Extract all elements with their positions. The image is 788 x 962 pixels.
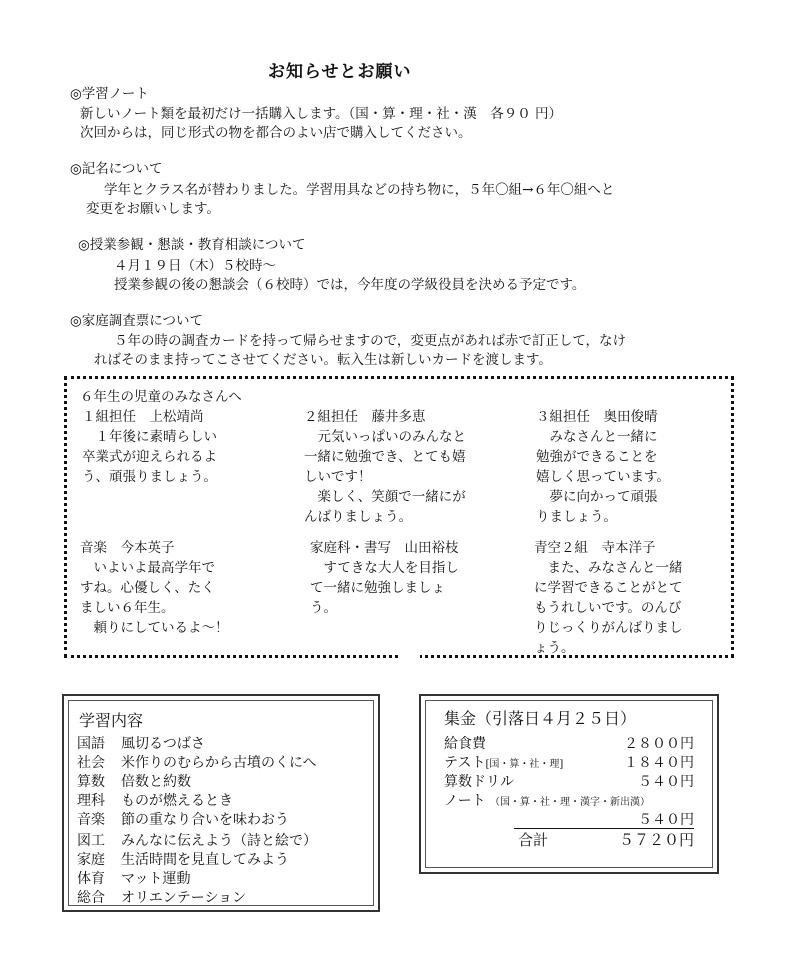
money-amount: ２８００円: [624, 736, 694, 752]
money-amount: ５４０円: [638, 774, 694, 790]
study-subject: 算数: [77, 774, 105, 790]
names-line-1: 学年とクラス名が替わりました。学習用具などの持ち物に，５年〇組→６年〇組へと: [104, 182, 615, 198]
message-6: [534, 538, 683, 658]
message-3-name: ３組担任 奥田俊晴: [536, 409, 658, 425]
message-6-name: 青空２組 寺本洋子: [534, 540, 656, 556]
money-box-inner: [425, 700, 713, 868]
study-box: [62, 694, 380, 912]
money-row: [444, 733, 694, 753]
money-label: 算数ドリル: [444, 774, 514, 790]
message-line: う。: [310, 600, 337, 616]
study-row: [77, 849, 289, 869]
message-line: 夢に向かって頑張: [536, 489, 658, 505]
money-total-row: [444, 829, 694, 850]
study-row: [77, 771, 191, 791]
study-content: 風切るつばさ: [121, 736, 205, 752]
message-line: う、頑張りましょう。: [82, 469, 217, 485]
study-row: [77, 733, 205, 753]
study-content: マット運動: [121, 871, 191, 887]
message-1-name: １組担任 上松靖尚: [82, 409, 204, 425]
message-line: りましょう。: [536, 509, 617, 525]
study-subject: 国語: [77, 736, 105, 752]
message-line: また、みなさんと一緒: [534, 560, 683, 576]
message-line: １年後に素晴らしい: [82, 429, 217, 445]
message-line: りじっくりがんばりまし: [534, 620, 683, 636]
money-note: [国・算・社・理]: [485, 759, 564, 770]
study-content: 生活時間を見直してみよう: [121, 852, 289, 868]
study-heading: 学習内容: [79, 711, 144, 730]
message-line: みなさんと一緒に: [536, 429, 658, 445]
study-content: 倍数と約数: [121, 774, 191, 790]
family-heading: ◎家庭調査票について: [70, 313, 204, 329]
study-row: [77, 809, 289, 829]
messages-heading: ６年生の児童のみなさんへ: [80, 389, 242, 405]
message-4: [80, 538, 229, 638]
message-line: もうれしいです。のんび: [534, 600, 682, 616]
money-label: ノート: [444, 793, 486, 809]
message-line: に学習できることがとて: [534, 580, 683, 596]
study-row: [77, 868, 190, 888]
study-content: 節の重なり合いを味わおう: [121, 812, 289, 828]
message-line: ょう。: [534, 640, 575, 656]
message-line: んばりましょう。: [304, 509, 412, 525]
money-amount: ５４０円: [638, 812, 694, 828]
message-2: [304, 407, 466, 527]
study-content: 米作りのむらから古墳のくにへ: [121, 755, 317, 771]
message-2-name: ２組担任 藤井多恵: [304, 409, 426, 425]
study-box-inner: [68, 700, 374, 906]
notebook-line-1: 新しいノート類を最初だけ一括購入します。（国・算・理・社・漢 各９０ 円）: [80, 106, 563, 122]
message-line: ましい６年生。: [80, 600, 175, 616]
study-row: [77, 790, 233, 810]
visits-line-1: ４月１９日（木）５校時～: [114, 258, 276, 274]
study-subject: 家庭: [77, 852, 105, 868]
names-line-2: 変更をお願いします。: [86, 201, 220, 217]
study-subject: 総合: [77, 890, 105, 906]
study-content: オリエンテーション: [121, 890, 247, 906]
money-box: [419, 694, 719, 874]
total-label: 合計: [518, 831, 549, 849]
money-row: [444, 771, 694, 791]
study-content: ものが燃えるとき: [121, 793, 233, 809]
notebook-line-2: 次回からは，同じ形式の物を都合のよい店で購入してください。: [80, 125, 472, 141]
study-subject: 体育: [77, 871, 105, 887]
visits-line-2: 授業参観の後の懇談会（６校時）では，今年度の学級役員を決める予定です。: [114, 277, 586, 293]
message-3: [536, 407, 670, 527]
notebook-heading: ◎学習ノート: [70, 86, 149, 102]
message-line: て一緒に勉強しましょ: [310, 580, 445, 596]
message-line: しいです！: [304, 469, 372, 485]
money-row: [444, 752, 694, 772]
money-label: 給食費: [444, 736, 486, 752]
study-subject: 社会: [77, 755, 105, 771]
message-line: 勉強ができることを: [536, 449, 658, 465]
study-subject: 理科: [77, 793, 105, 809]
message-line: 一緒に勉強でき、とても嬉: [304, 449, 466, 465]
money-amount: １８４０円: [624, 755, 694, 771]
money-heading: 集金（引落日４月２５日）: [444, 709, 637, 728]
message-5: [310, 538, 459, 618]
message-line: すね。心優しく、たく: [80, 580, 215, 596]
family-line-1: ５年の時の調査カードを持って帰らせますので，変更点があれば赤で訂正して，なけ: [114, 333, 627, 349]
message-line: 楽しく、笑顔で一緒にが: [304, 489, 466, 505]
box-gap: [398, 652, 420, 662]
message-line: 卒業式が迎えられるよ: [82, 449, 217, 465]
message-line: 嬉しく思っています。: [536, 469, 670, 485]
message-5-name: 家庭科・書写 山田裕枝: [310, 540, 459, 556]
total-amount: ５７２０円: [618, 831, 694, 849]
study-content: みんなに伝えよう（詩と絵で）: [121, 833, 317, 849]
money-note: （国・算・社・理・漢字・新出漢）: [490, 797, 651, 808]
visits-heading: ◎授業参観・懇談・教育相談について: [78, 237, 306, 253]
message-line: 元気いっぱいのみんなと: [304, 429, 466, 445]
study-row: [77, 887, 246, 907]
message-4-name: 音楽 今本英子: [80, 540, 175, 556]
money-label: テスト: [444, 755, 486, 771]
message-line: いよいよ最高学年で: [80, 560, 215, 576]
page-title: お知らせとお願い: [268, 62, 412, 82]
message-line: すてきな大人を目指し: [310, 560, 459, 576]
study-subject: 図工: [77, 833, 105, 849]
message-line: 頼りにしているよ～！: [80, 620, 229, 636]
names-heading: ◎記名について: [70, 161, 163, 177]
study-row: [77, 752, 316, 772]
study-subject: 音楽: [77, 812, 105, 828]
study-row: [77, 830, 317, 850]
money-row-notebook: [444, 790, 694, 810]
message-1: [82, 407, 217, 487]
family-line-2: ればそのまま持ってこさせてください。転入生は新しいカードを渡します。: [94, 352, 552, 368]
